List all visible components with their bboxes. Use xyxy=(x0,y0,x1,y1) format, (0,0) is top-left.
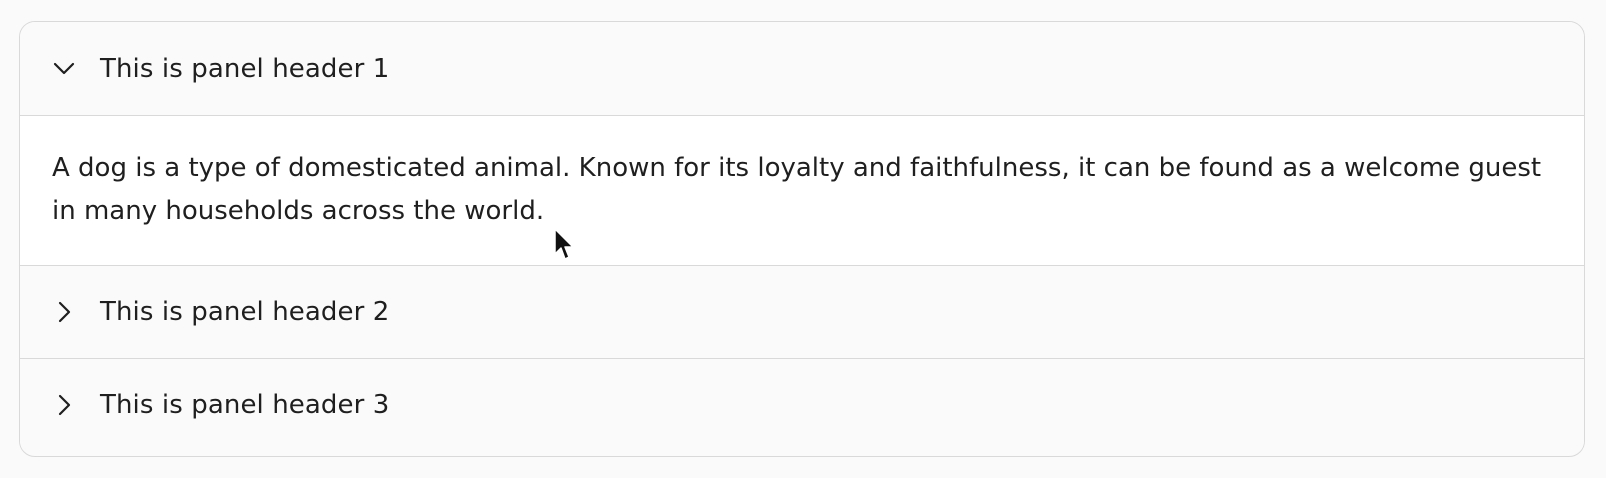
panel-header-3[interactable] xyxy=(20,358,1584,451)
panel-header-2-label: This is panel header 2 xyxy=(100,297,390,327)
panel-header-1-label: This is panel header 1 xyxy=(100,53,390,84)
chevron-right-icon[interactable] xyxy=(53,301,75,323)
chevron-right-icon[interactable] xyxy=(53,394,75,416)
collapse-panel-1 xyxy=(20,22,1584,115)
panel-header-1[interactable] xyxy=(20,22,1584,115)
panel-header-3-label: This is panel header 3 xyxy=(100,390,390,420)
collapse-panel-2 xyxy=(20,265,1584,358)
collapse-panel-3 xyxy=(20,358,1584,451)
panel-content-1-text: A dog is a type of domesticated animal. Known for its loyalty and faithfulness, it can be found as a welcome guest in many households across the world. xyxy=(52,153,1542,226)
panel-content-1 xyxy=(20,115,1584,265)
panel-header-2[interactable] xyxy=(20,265,1584,358)
chevron-down-icon[interactable] xyxy=(53,58,75,80)
collapse-accordion xyxy=(19,21,1585,457)
